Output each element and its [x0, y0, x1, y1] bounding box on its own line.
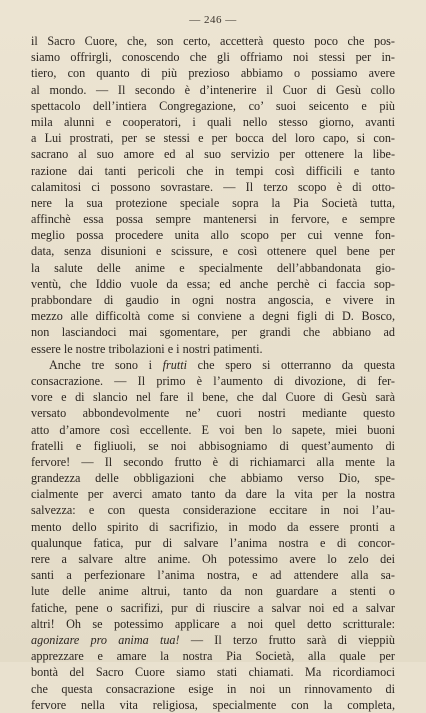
text-line: siamo offrirgli, conoscendo che gli offriamo noi stessi per in- — [31, 50, 395, 65]
text-line: fervore nella vita religiosa, specialmente con la completa, — [31, 697, 395, 712]
text-line: grandezza delle obbligazioni che abbiamo verso Dio, spe- — [31, 471, 395, 486]
text-line: tiero, con quanto di più prezioso abbiamo o possiamo avere — [31, 66, 395, 81]
text-line: spettacolo dell’intiera Congregazione, co’ suoi seicento e più — [31, 98, 395, 113]
text-line: altri! Oh se potessimo applicare a noi quel detto scritturale: — [31, 616, 395, 631]
text-line: data, senza disunioni e scissure, e così ottenere quel bene per — [31, 244, 395, 259]
text-line: atto d’amore così eccellente. E voi ben lo sapete, miei buoni — [31, 422, 395, 437]
text-line: apprezzare e amare la nostra Pia Società, alla quale per — [31, 649, 395, 664]
text-line: che questa consacrazione esige in noi un rinnovamento di — [31, 681, 395, 696]
text-line: salvezza: e con questa considerazione eccitare in noi l’au- — [31, 503, 395, 518]
text-line: santi a perfezionare l’anima nostra, e ad attendere alla sa- — [31, 568, 395, 583]
text-line: ventù, che Iddio vuole da essa; ed anche perchè ci faccia sop- — [31, 276, 395, 291]
text-line: lute delle anime altrui, tanto da non guardare a stenti o — [31, 584, 395, 599]
text-line: la salute delle anime e specialmente dell’abbandonata gio- — [31, 260, 395, 275]
text-line: il Sacro Cuore, che, son certo, accetterà questo poco che pos- — [31, 34, 395, 48]
text-line: qualunque fatica, pur di salvare l’anima nostra e di concor- — [31, 535, 395, 550]
text-line: calamitosi ci possono sovrastare. — Il terzo scopo è di otto- — [31, 179, 395, 194]
text-line: al mondo. — Il secondo è d’intenerire il Cuor di Gesù collo — [31, 82, 395, 97]
text-line: vore e di slancio nel fare il bene, che dal Cuore di Gesù sarà — [31, 390, 395, 405]
text-line: prabbondare di gaudio in ogni nostra angoscia, e vivere in — [31, 293, 395, 307]
text-line: mezzo alle difficoltà come si conviene a degni figli di D. Bosco, — [31, 309, 395, 324]
page-text — [31, 33, 395, 713]
text-line: nere la sua protezione speciale sopra la Pia Società tutta, — [31, 195, 395, 210]
text-line: sacrano al suo amore ed al suo servizio per ottenere la libe- — [31, 147, 395, 162]
text-line: meglio possa procedere unita allo scopo per cui venne fon- — [31, 228, 395, 243]
text-line: non lasciandoci mai sgomentare, per grandi che abbiano ad — [31, 325, 395, 340]
text-line: mento dello spirito di sacrifizio, in modo da essere pronti a — [31, 519, 395, 534]
italic-text: frutti — [162, 357, 188, 372]
text-line: fatiche, pene o sacrifizi, pur di riuscire a salvar noi ed a salvar — [31, 600, 395, 615]
italic-text: agonizare pro anima tua! — [31, 632, 180, 647]
text-line: cialmente per averci amato tanto da dare la vita per la nostra — [31, 487, 395, 502]
text-line: consacrazione. — Il primo è l’aumento di divozione, di fer- — [31, 373, 395, 388]
text-line: bontà del Sacro Cuore siamo stati chiamati. Ma ricordiamoci — [31, 665, 395, 680]
text-line: rere a salvare altre anime. Oh potessimo avere lo zelo dei — [31, 552, 395, 566]
text-line: agonizare pro anima tua! — Il terzo frutto sarà di vieppiù — [31, 632, 395, 647]
text-line: a Lui prostrati, per se stessi e per bocca del loro capo, si con- — [31, 131, 395, 146]
text-line: razione dai tanti pericoli che in tempi così difficili e tanto — [31, 163, 395, 178]
text-line: mila alunni e cooperatori, i quali nello stesso giorno, avanti — [31, 114, 395, 129]
text-line: versato abbondevolmente ne’ cuori nostri mediante questo — [31, 406, 395, 421]
text-line: affinchè essa possa sempre mantenersi in fervore, e sempre — [31, 212, 395, 227]
page-number: — 246 — — [189, 14, 237, 26]
text-line: fratelli e figliuoli, se noi abbisogniamo di quest’aumento di — [31, 438, 395, 453]
text-line: Anche tre sono i frutti che spero si otterranno da questa — [49, 357, 395, 372]
text-line: essere le nostre tribolazioni e i nostri patimenti. — [31, 341, 263, 356]
text-line: fervore! — Il secondo frutto è di richiamarci alla mente la — [31, 454, 395, 469]
